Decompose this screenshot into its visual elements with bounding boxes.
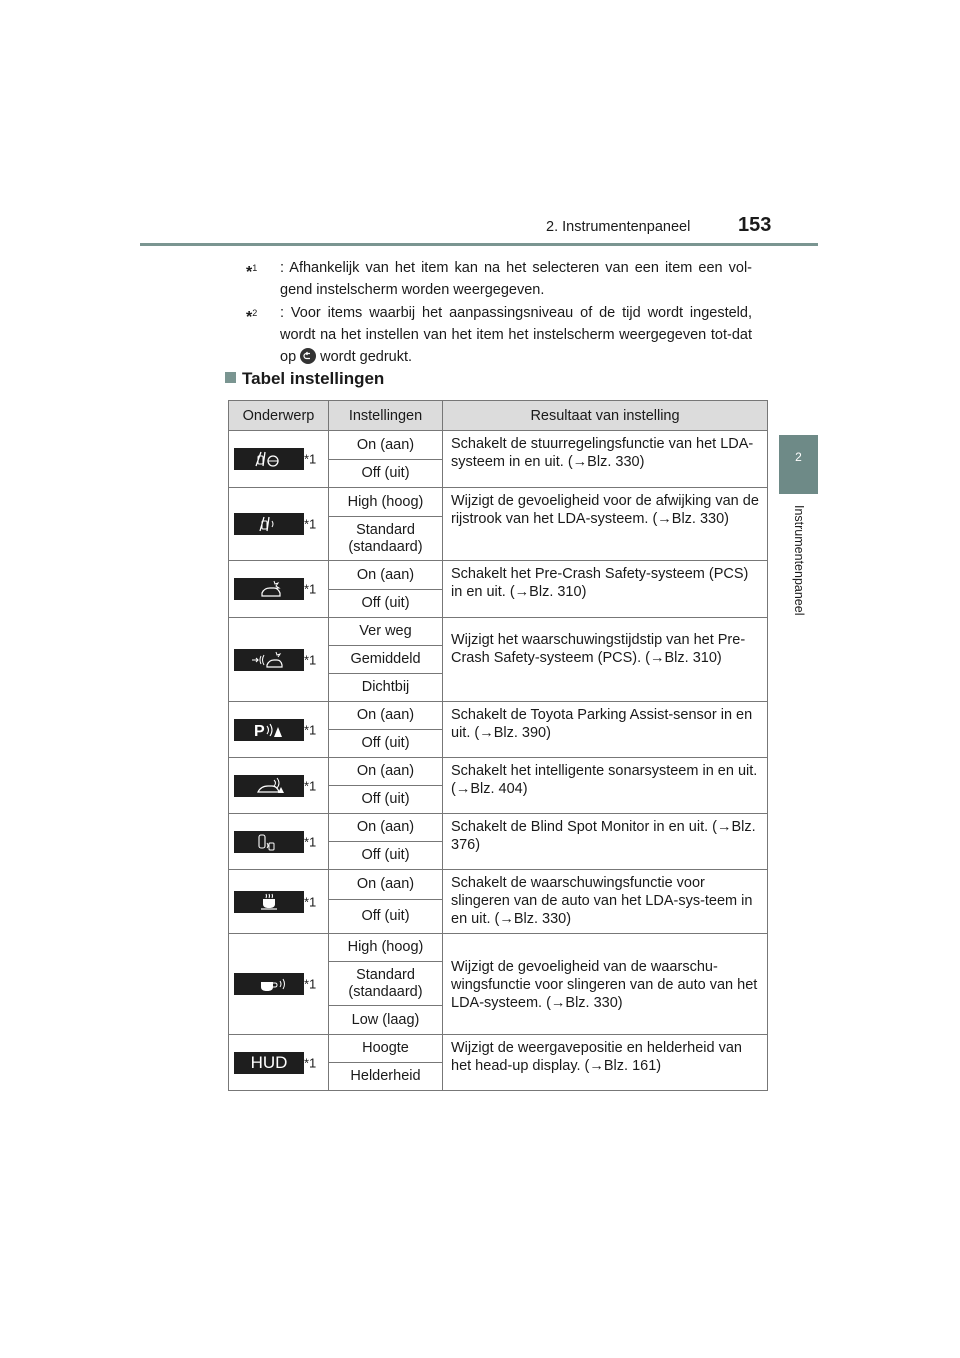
setting-option: Off (uit) (329, 730, 443, 758)
table-row (229, 702, 768, 730)
result-text: Schakelt de Blind Spot Monitor in en uit. (→Blz. 376) (443, 814, 768, 870)
header-divider (140, 243, 818, 246)
result-text: Schakelt het intelligente sonarsysteem in en uit. (→Blz. 404) (443, 758, 768, 814)
footnote-mark: * (246, 264, 253, 281)
section-bullet-icon (225, 372, 236, 383)
setting-option: Helderheid (329, 1063, 443, 1091)
sway-warning-icon (234, 891, 304, 913)
setting-option: Gemiddeld (329, 646, 443, 674)
table-row (229, 431, 768, 460)
table-row (229, 488, 768, 517)
table-row (229, 814, 768, 842)
result-text: Schakelt de Toyota Parking Assist-sensor in en uit. (→Blz. 390) (443, 702, 768, 758)
table-row (229, 934, 768, 962)
result-text: Wijzigt het waarschuwingstijdstip van het Pre-Crash Safety-systeem (PCS). (→Blz. 310) (443, 618, 768, 702)
footnote-ref: *1 (304, 451, 317, 467)
section-title-text: Tabel instellingen (242, 369, 385, 388)
footnote-number: 2 (252, 308, 258, 318)
table-row (229, 618, 768, 646)
table-row (229, 758, 768, 786)
footnote-number: 1 (252, 263, 258, 273)
blind-spot-icon (234, 831, 304, 853)
setting-option: Off (uit) (329, 842, 443, 870)
footnote-ref: *1 (304, 894, 317, 909)
footnote-ref: *1 (304, 778, 317, 793)
chapter-tab (779, 435, 818, 494)
table-row (229, 561, 768, 590)
setting-option: On (aan) (329, 870, 443, 900)
footnote-2 (246, 302, 752, 368)
footnote-text: : Afhankelijk van het item kan na het selecteren van een item een vol-gend instelscherm worden weergegeven. (280, 260, 752, 298)
setting-option: Ver weg (329, 618, 443, 646)
setting-option: High (hoog) (329, 934, 443, 962)
setting-option: Off (uit) (329, 590, 443, 618)
pcs-timing-icon (234, 649, 304, 671)
table-header-row (229, 401, 768, 431)
footnote-text-end: wordt gedrukt. (320, 349, 413, 365)
svg-text:P: P (254, 722, 265, 740)
lda-sensitivity-icon (234, 513, 304, 535)
footnote-ref: *1 (304, 834, 317, 849)
footnote-mark: * (246, 309, 253, 326)
setting-option: High (hoog) (329, 488, 443, 517)
pcs-icon (234, 578, 304, 600)
setting-option: On (aan) (329, 814, 443, 842)
parking-assist-icon (234, 719, 304, 741)
column-header: Onderwerp (229, 401, 329, 431)
setting-option: On (aan) (329, 758, 443, 786)
column-header: Resultaat van instelling (443, 401, 768, 431)
footnote-1 (246, 257, 752, 301)
setting-option: Off (uit) (329, 460, 443, 488)
setting-option: On (aan) (329, 702, 443, 730)
result-text: Wijzigt de gevoeligheid voor de afwijking van de rijstrook van het LDA-systeem. (→Blz. 330) (443, 488, 768, 561)
footnote-ref: *1 (304, 581, 317, 597)
footnote-ref: *1 (304, 652, 317, 667)
section-title (225, 369, 384, 389)
result-text: Wijzigt de gevoeligheid van de waarschu-wingsfunctie voor slingeren van de auto van het LDA-systeem. (→Blz. 330) (443, 934, 768, 1035)
back-button-icon (300, 348, 316, 364)
result-text: Schakelt de waarschuwingsfunctie voor slingeren van de auto van het LDA-sys-teem in en uit. (→Blz. 330) (443, 870, 768, 934)
hud-icon (234, 1052, 304, 1074)
settings-table (228, 400, 768, 1091)
hud-icon-text: HUD (250, 1052, 288, 1072)
setting-option: Standard (standaard) (329, 517, 443, 561)
footnote-ref: *1 (304, 722, 317, 737)
lda-steering-icon (234, 448, 304, 470)
header-section-title: 2. Instrumentenpaneel (546, 219, 691, 235)
setting-option: Off (uit) (329, 786, 443, 814)
chapter-label: Instrumentenpaneel (792, 505, 806, 616)
setting-option: On (aan) (329, 561, 443, 590)
setting-option: Hoogte (329, 1035, 443, 1063)
sonar-icon (234, 775, 304, 797)
footnote-ref: *1 (304, 976, 317, 992)
table-row (229, 1035, 768, 1063)
sway-sensitivity-icon (234, 973, 304, 995)
setting-option: Dichtbij (329, 674, 443, 702)
column-header: Instellingen (329, 401, 443, 431)
setting-option: Off (uit) (329, 900, 443, 934)
setting-option: On (aan) (329, 431, 443, 460)
footnote-text: : Voor items waarbij het aanpassingsniveau of de tijd wordt ingesteld, wordt na het instellen van het item het instelscherm weergegeven tot-dat op (280, 305, 752, 365)
footnote-ref: *1 (304, 516, 317, 532)
footnote-ref: *1 (304, 1055, 317, 1070)
result-text: Wijzigt de weergavepositie en helderheid van het head-up display. (→Blz. 161) (443, 1035, 768, 1091)
setting-option: Low (laag) (329, 1006, 443, 1035)
setting-option: Standard (standaard) (329, 962, 443, 1006)
result-text: Schakelt de stuurregelingsfunctie van het LDA-systeem in en uit. (→Blz. 330) (443, 431, 768, 488)
page-number: 153 (738, 214, 772, 236)
result-text: Schakelt het Pre-Crash Safety-systeem (PCS) in en uit. (→Blz. 310) (443, 561, 768, 618)
table-row (229, 870, 768, 900)
chapter-number: 2 (795, 450, 802, 464)
